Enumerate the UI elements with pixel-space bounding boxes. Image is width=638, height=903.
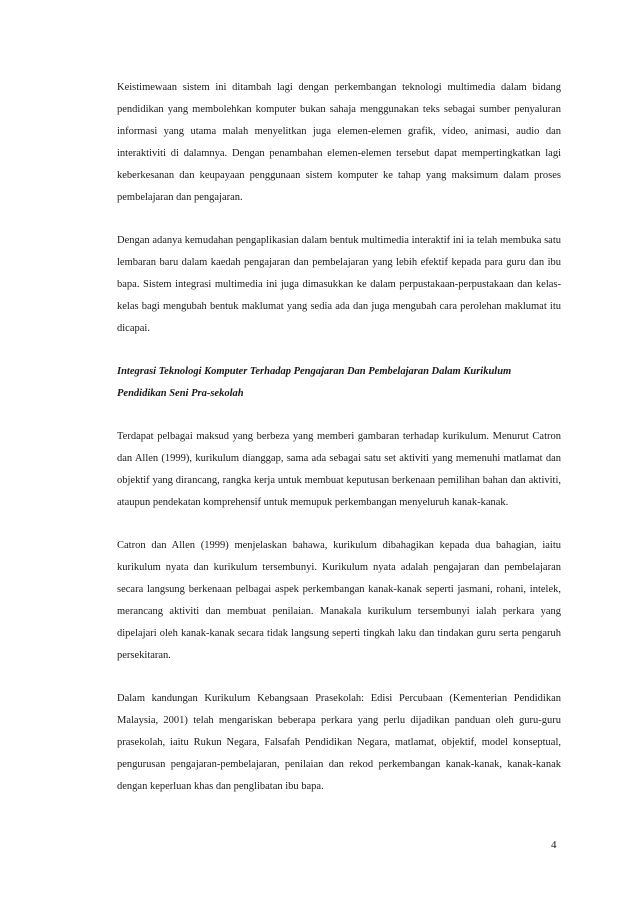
paragraph-interactive-multimedia: Dengan adanya kemudahan pengaplikasian dalam bentuk multimedia interaktif ini ia telah membuka satu lembaran baru dalam kaedah pengajaran dan pembelajaran yang lebih efektif kepada para guru dan ibu bapa. Sistem integrasi multimedia ini juga dimasukkan ke dalam perpustakaan-perpustakaan dan kelas-kelas bagi mengubah bentuk maklumat yang sedia ada dan juga mengubah cara perolehan maklumat itu dicapai. xyxy=(117,235,561,334)
document-page xyxy=(117,77,561,819)
page-number: 4 xyxy=(551,839,557,851)
paragraph-multimedia-features: Keistimewaan sistem ini ditambah lagi dengan perkembangan teknologi multimedia dalam bidang pendidikan yang membolehkan komputer bukan sahaja menggunakan teks sebagai sumber penyaluran informasi yang utama malah menyelitkan juga elemen-elemen grafik, video, animasi, audio dan interaktiviti di dalamnya. Dengan penambahan elemen-elemen tersebut dapat mempertingkatkan lagi keberkesanan dan keupayaan penggunaan sistem komputer ke tahap yang maksimum dalam proses pembelajaran dan pengajaran. xyxy=(117,82,561,203)
section-heading: Integrasi Teknologi Komputer Terhadap Pengajaran Dan Pembelajaran Dalam Kurikulum Pendidikan Seni Pra-sekolah xyxy=(117,366,512,399)
paragraph-curriculum-definition: Terdapat pelbagai maksud yang berbeza yang memberi gambaran terhadap kurikulum. Menurut Catron dan Allen (1999), kurikulum dianggap, sama ada sebagai satu set aktiviti yang memenuhi matlamat dan objektif yang dirancang, rangka kerja untuk membuat keputusan berkenaan pemilihan bahan dan aktiviti, ataupun pendekatan komprehensif untuk memupuk perkembangan menyeluruh kanak-kanak. xyxy=(117,431,561,508)
paragraph-national-curriculum: Dalam kandungan Kurikulum Kebangsaan Prasekolah: Edisi Percubaan (Kementerian Pendidikan Malaysia, 2001) telah mengariskan beberapa perkara yang perlu dijadikan panduan oleh guru-guru prasekolah, iaitu Rukun Negara, Falsafah Pendidikan Negara, matlamat, objektif, model konseptual, pengurusan pengajaran-pembelajaran, penilaian dan rekod perkembangan kanak-kanak, kanak-kanak dengan keperluan khas dan penglibatan ibu bapa. xyxy=(117,693,561,792)
paragraph-curriculum-types: Catron dan Allen (1999) menjelaskan bahawa, kurikulum dibahagikan kepada dua bahagian, iaitu kurikulum nyata dan kurikulum tersembunyi. Kurikulum nyata adalah pengajaran dan pembelajaran secara langsung berkenaan pelbagai aspek perkembangan kanak-kanak seperti jasmani, rohani, intelek, merancang aktiviti dan membuat penilaian. Manakala kurikulum tersembunyi ialah perkara yang dipelajari oleh kanak-kanak secara tidak langsung seperti tingkah laku dan tindakan guru serta pengaruh persekitaran. xyxy=(117,540,561,661)
